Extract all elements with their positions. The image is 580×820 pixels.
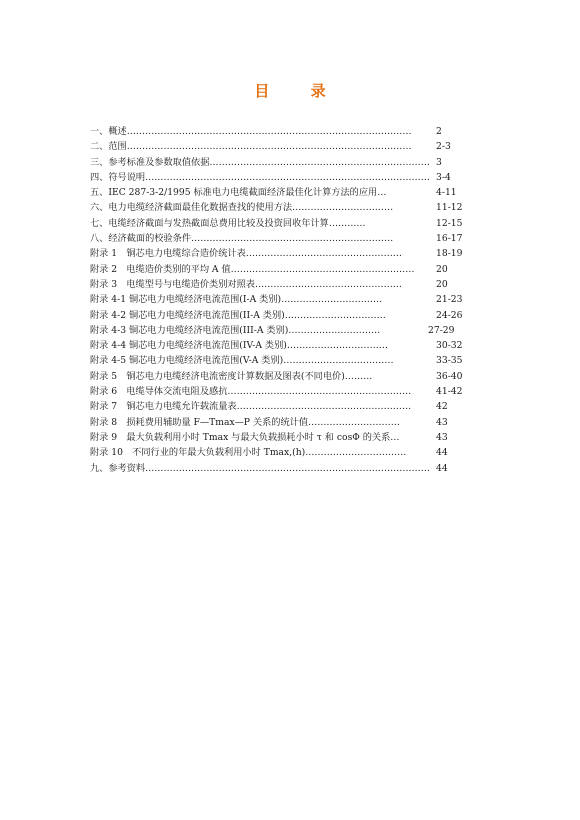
toc-label: 六、电力电缆经济截面最佳化数据查找的使用方法…………………………… [90, 202, 394, 214]
page-title: 目 录 [254, 82, 344, 100]
toc-page: 4-11 [436, 187, 457, 199]
toc-item-reference-standards[interactable] [90, 155, 470, 170]
toc-item-cost-comparison[interactable] [90, 216, 470, 231]
toc-item-references[interactable] [90, 461, 470, 476]
toc-label: 附录 7 铜芯电力电缆允许载流量表………………………………………………… [90, 401, 412, 413]
toc-page: 3-4 [436, 171, 451, 183]
toc-item-appendix-4-5[interactable] [90, 353, 470, 368]
toc-page: 21-23 [436, 294, 463, 306]
toc-label: 附录 4-2 铜芯电力电缆经济电流范围(II-A 类别)…………………………… [90, 309, 386, 321]
toc-label: 八、经济截面的校验条件………………………………………………………… [90, 233, 394, 245]
toc-page: 3 [436, 156, 442, 168]
toc-page: 42 [436, 401, 448, 413]
toc-page: 11-12 [436, 202, 463, 214]
toc-label: 五、IEC 287-3-2/1995 标准电力电缆截面经济最佳化计算方法的应用… [90, 187, 387, 199]
toc-label: 九、参考资料………………………………………………………………………………… [90, 462, 430, 474]
toc-item-appendix-1[interactable] [90, 246, 470, 261]
toc-page: 44 [436, 462, 448, 474]
toc-page: 2-3 [436, 141, 451, 153]
toc-item-appendix-4-1[interactable] [90, 292, 470, 307]
toc-label: 附录 4-3 铜芯电力电缆经济电流范围(III-A 类别)………………………… [90, 324, 381, 336]
toc-label: 附录 4-4 铜芯电力电缆经济电流范围(IV-A 类别)…………………………… [90, 340, 388, 352]
toc-label: 附录 4-1 铜芯电力电缆经济电流范围(I-A 类别)…………………………… [90, 294, 383, 306]
toc-label: 一、概述………………………………………………………………………………… [90, 126, 412, 137]
toc-page: 16-17 [436, 233, 463, 245]
toc-page: 20 [436, 278, 448, 290]
toc-item-appendix-4-2[interactable] [90, 308, 470, 323]
toc-label: 三、参考标准及参数取值依据……………………………………………………………… [90, 156, 430, 168]
toc-item-appendix-3[interactable] [90, 277, 470, 292]
toc-page: 43 [436, 431, 448, 443]
toc-label: 附录 2 电缆造价类别的平均 A 值…………………………………………………… [90, 263, 415, 275]
toc-item-iec-method[interactable] [90, 185, 470, 200]
toc-item-verification[interactable] [90, 231, 470, 246]
toc-item-lookup-method[interactable] [90, 200, 470, 215]
toc-item-appendix-8[interactable] [90, 415, 470, 430]
toc-item-appendix-4-4[interactable] [90, 338, 470, 353]
toc-item-overview[interactable] [90, 124, 470, 139]
table-of-contents [90, 124, 470, 476]
toc-label: 附录 10 不同行业的年最大负载利用小时 Tmax,(h)…………………………… [90, 447, 407, 459]
toc-label: 附录 5 铜芯电力电缆经济电流密度计算数据及图表(不同电价)……… [90, 370, 373, 382]
toc-page: 27-29 [428, 324, 455, 336]
toc-item-scope[interactable] [90, 139, 470, 154]
toc-item-appendix-7[interactable] [90, 399, 470, 414]
toc-label: 附录 4-5 铜芯电力电缆经济电流范围(V-A 类别)……………………………… [90, 355, 394, 367]
toc-page: 30-32 [436, 340, 463, 352]
toc-page: 20 [436, 263, 448, 275]
toc-label: 二、范围………………………………………………………………………………… [90, 141, 412, 153]
toc-item-appendix-6[interactable] [90, 384, 470, 399]
toc-page: 18-19 [436, 248, 463, 260]
toc-page: 2 [436, 126, 442, 137]
toc-item-appendix-9[interactable] [90, 430, 470, 445]
toc-page: 12-15 [436, 217, 463, 229]
toc-item-appendix-2[interactable] [90, 262, 470, 277]
toc-item-appendix-4-3[interactable] [90, 323, 470, 338]
toc-label: 七、电缆经济截面与发热截面总费用比较及投资回收年计算………… [90, 217, 366, 229]
toc-item-symbols[interactable] [90, 170, 470, 185]
toc-label: 附录 9 最大负载利用小时 Tmax 与最大负载损耗小时 τ 和 cosΦ 的关系… [90, 431, 400, 443]
toc-page: 36-40 [436, 370, 463, 382]
toc-item-appendix-5[interactable] [90, 369, 470, 384]
toc-page: 44 [436, 447, 448, 459]
toc-label: 附录 6 电缆导体交流电阻及感抗…………………………………………………… [90, 386, 412, 398]
toc-item-appendix-10[interactable] [90, 445, 470, 460]
toc-page: 33-35 [436, 355, 463, 367]
toc-page: 24-26 [436, 309, 463, 321]
toc-label: 附录 8 损耗费用辅助量 F—Tmax—P 关系的统计值………………………… [90, 416, 400, 428]
toc-page: 41-42 [436, 386, 463, 398]
toc-label: 附录 1 铜芯电力电缆综合造价统计表…………………………………………… [90, 248, 402, 260]
toc-page: 43 [436, 416, 448, 428]
toc-label: 四、符号说明………………………………………………………………………………… [90, 171, 430, 183]
toc-label: 附录 3 电缆型号与电缆造价类别对照表………………………………………… [90, 278, 402, 290]
